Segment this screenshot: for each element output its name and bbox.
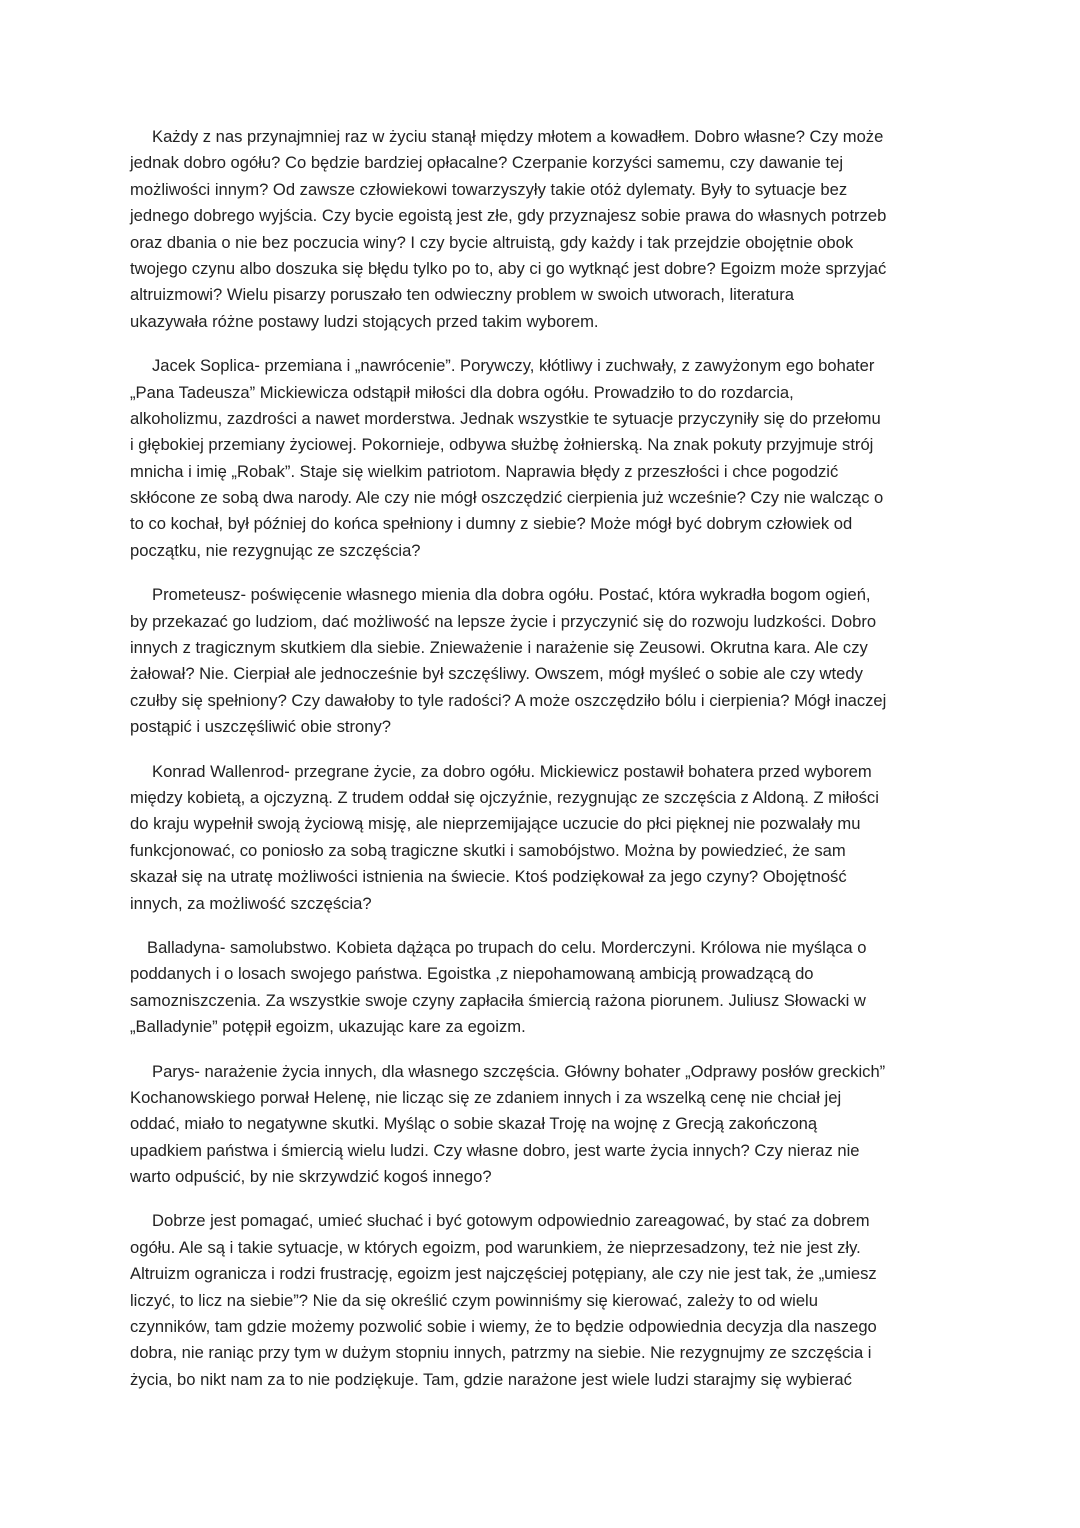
text-line: Jacek Soplica- przemiana i „nawrócenie”. Porywczy, kłótliwy i zuchwały, z zawyżonym ego bohater	[152, 356, 875, 376]
text-line: i głębokiej przemiany życiowej. Pokornieje, odbywa służbę żołnierską. Na znak pokuty przyjmuje strój	[130, 435, 874, 455]
paragraph-jacek-soplica	[130, 353, 952, 564]
text-line: Dobrze jest pomagać, umieć słuchać i być gotowym odpowiednio zareagować, by stać za dobrem	[152, 1211, 870, 1231]
text-line: do kraju wypełnił swoją życiową misję, ale nieprzemijające uczucie do płci pięknej nie pozwalały mu	[130, 814, 861, 834]
paragraph-intro	[130, 124, 952, 335]
paragraph-konrad-wallenrod	[130, 759, 952, 917]
text-line: mnicha i imię „Robak”. Staje się wielkim patriotom. Naprawia błędy z przeszłości i chce pogodzić	[130, 461, 839, 481]
text-line: czynników, tam gdzie możemy pozwolić sobie i wiemy, że to będzie odpowiednia decyzja dla naszego	[130, 1317, 877, 1337]
text-line: „Pana Tadeusza” Mickiewicza odstąpił miłości dla dobra ogółu. Prowadziło to do rozdarcia,	[130, 382, 794, 402]
paragraph-balladyna	[130, 935, 952, 1041]
text-line: oddać, miało to negatywne skutki. Myśląc o sobie skazał Troję na wojnę z Grecją zakończoną	[130, 1114, 818, 1134]
text-line: funkcjonować, co poniosło za sobą tragiczne skutki i samobójstwo. Można by powiedzieć, że sam	[130, 840, 846, 860]
text-line: to co kochał, był później do końca spełniony i dumny z siebie? Może mógł być dobrym człowiek od	[130, 514, 853, 534]
text-line: jednak dobro ogółu? Co będzie bardziej opłacalne? Czerpanie korzyści samemu, czy dawanie tej	[130, 153, 844, 173]
text-line: innych, za możliwość szczęścia?	[130, 893, 372, 913]
essay-body	[130, 124, 952, 1411]
paragraph-parys	[130, 1059, 952, 1191]
text-line: altruizmowi? Wielu pisarzy poruszało ten odwieczny problem w swoich utworach, literatura	[130, 285, 795, 305]
text-line: oraz dbania o nie bez poczucia winy? I czy bycie altruistą, gdy każdy i tak przejdzie obojętnie obok	[130, 232, 854, 252]
text-line: ogółu. Ale są i takie sytuacje, w których egoizm, pod warunkiem, że nieprzesadzony, też nie jest zły.	[130, 1237, 861, 1257]
text-line: jednego dobrego wyjścia. Czy bycie egoistą jest złe, gdy przyznajesz sobie prawa do własnych potrzeb	[130, 206, 887, 226]
text-line: „Balladynie” potępił egoizm, ukazując kare za egoizm.	[130, 1017, 526, 1037]
text-line: Altruizm ogranicza i rodzi frustrację, egoizm jest najczęściej potępiany, ale czy nie jest tak, że „umiesz	[130, 1264, 877, 1284]
text-line: poddanych i o losach swojego państwa. Egoistka ,z niepohamowaną ambicją prowadzącą do	[130, 964, 814, 984]
paragraph-prometeusz	[130, 582, 952, 740]
text-line: Prometeusz- poświęcenie własnego mienia dla dobra ogółu. Postać, która wykradła bogom ogień,	[152, 585, 871, 605]
text-line: by przekazać go ludziom, dać możliwość na lepsze życie i przyczynić się do rozwoju ludzkości. Dobro	[130, 611, 877, 631]
text-line: między kobietą, a ojczyzną. Z trudem oddał się ojczyźnie, rezygnując ze szczęścia z Aldoną. Z miłości	[130, 787, 879, 807]
text-line: Parys- narażenie życia innych, dla własnego szczęścia. Główny bohater „Odprawy posłów greckich”	[152, 1061, 886, 1081]
text-line: ukazywała różne postawy ludzi stojących przed takim wyborem.	[130, 311, 599, 331]
text-line: skłócone ze sobą dwa narody. Ale czy nie mógł oszczędzić cierpienia już wcześnie? Czy nie walcząc o	[130, 488, 884, 508]
text-line: upadkiem państwa i śmiercią wielu ludzi. Czy własne dobro, jest warte życia innych? Czy nieraz nie	[130, 1140, 860, 1160]
text-line: dobra, nie raniąc przy tym w dużym stopniu innych, patrzmy na siebie. Nie rezygnujmy ze szczęścia i	[130, 1343, 872, 1363]
text-line: żałował? Nie. Cierpiał ale jednocześnie był szczęśliwy. Owszem, mógł myśleć o sobie ale czy wtedy	[130, 664, 863, 684]
text-line: Każdy z nas przynajmniej raz w życiu stanął między młotem a kowadłem. Dobro własne? Czy może	[152, 127, 884, 146]
text-line: czułby się spełniony? Czy dawałoby to tyle radości? A może oszczędziło bólu i cierpienia? Mógł inaczej	[130, 690, 887, 710]
text-line: skazał się na utratę możliwości istnienia na świecie. Ktoś podziękował za jego czyny? Obojętność	[130, 867, 847, 887]
text-line: liczyć, to licz na siebie”? Nie da się określić czym powinniśmy się kierować, zależy to od wielu	[130, 1290, 818, 1310]
text-line: możliwości innym? Od zawsze człowiekowi towarzyszyły takie otóż dylematy. Były to sytuacje bez	[130, 179, 848, 199]
text-line: samozniszczenia. Za wszystkie swoje czyny zapłaciła śmiercią rażona piorunem. Juliusz Słowacki w	[130, 990, 866, 1010]
text-line: Kochanowskiego porwał Helenę, nie licząc się ze zdaniem innych i za wszelką cenę nie chciał jej	[130, 1087, 842, 1107]
text-line: Konrad Wallenrod- przegrane życie, za dobro ogółu. Mickiewicz postawił bohatera przed wyborem	[152, 761, 872, 781]
text-line: postąpić i uszczęśliwić obie strony?	[130, 717, 392, 737]
text-line: twojego czynu albo doszuka się błędu tylko po to, aby ci go wytknąć jest dobre? Egoizm może sprzyjać	[130, 258, 887, 278]
paragraph-conclusion	[130, 1208, 952, 1393]
text-line: początku, nie rezygnując ze szczęścia?	[130, 540, 421, 560]
text-line: alkoholizmu, zazdrości a nawet morderstwa. Jednak wszystkie te sytuacje przyczyniły się do przełomu	[130, 408, 881, 428]
text-line: życia, bo nikt nam za to nie podziękuje. Tam, gdzie narażone jest wiele ludzi starajmy się wybierać	[130, 1369, 852, 1389]
text-line: Balladyna- samolubstwo. Kobieta dążąca po trupach do celu. Morderczyni. Królowa nie myśląca o	[147, 937, 867, 957]
text-line: innych z tragicznym skutkiem dla siebie. Znieważenie i narażenie się Zeusowi. Okrutna kara. Ale czy	[130, 638, 868, 658]
text-line: warto odpuścić, by nie skrzywdzić kogoś innego?	[130, 1167, 492, 1187]
